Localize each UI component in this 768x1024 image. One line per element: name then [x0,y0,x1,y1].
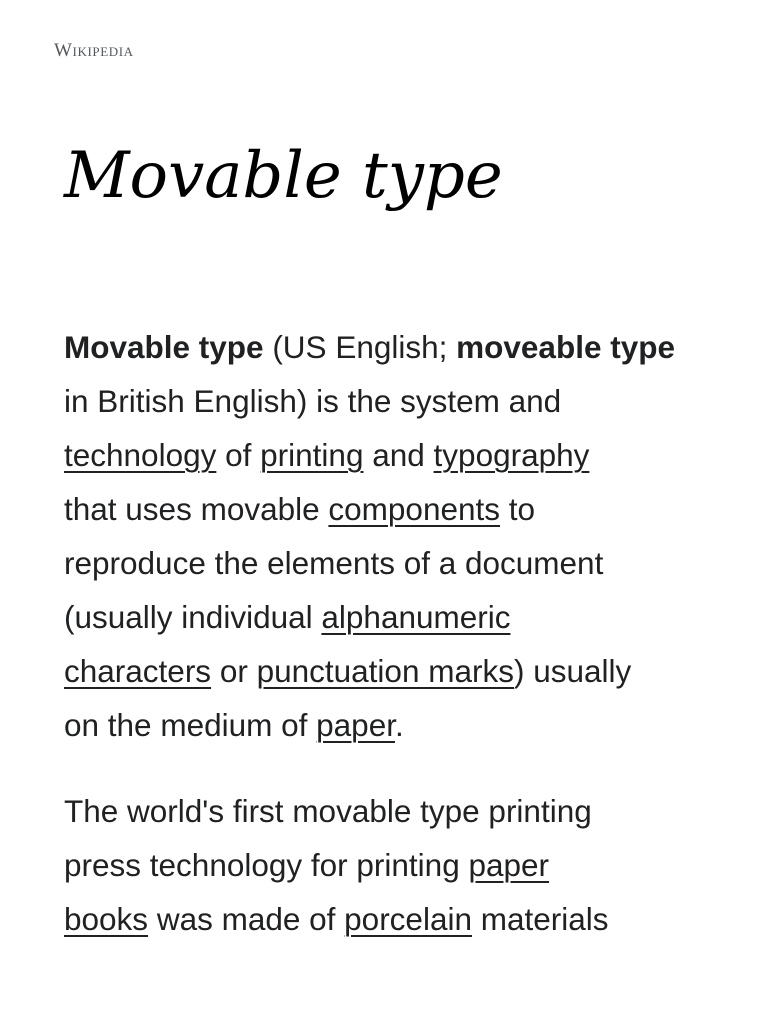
text: on the medium of [64,707,317,743]
text: The world's first movable type printing [64,793,592,829]
text: (US English; [263,329,457,365]
link-printing[interactable]: printing [260,437,364,473]
text-line [64,482,724,536]
link-technology[interactable]: technology [64,437,217,473]
text-line [64,590,724,644]
link-typography[interactable]: typography [433,437,590,473]
paragraph-history [64,784,724,946]
bold-term: moveable type [456,329,675,365]
text: was made of [148,901,345,937]
text-line [64,320,724,374]
page-title: Movable type [64,139,503,213]
text-line [64,374,724,428]
bold-term: Movable type [64,329,264,365]
text-line [64,536,724,590]
text-line [64,838,724,892]
text-line [64,644,724,698]
link-paper-books[interactable]: paper [468,847,550,883]
text: and [363,437,434,473]
paragraph-intro [64,320,724,752]
text: press technology for printing [64,847,469,883]
link-paper-books[interactable]: books [64,901,149,937]
link-punctuation-marks[interactable]: punctuation marks [256,653,514,689]
text: (usually individual [64,599,322,635]
text: materials [472,901,609,937]
text-line [64,892,724,946]
link-characters[interactable]: characters [64,653,212,689]
link-porcelain[interactable]: porcelain [344,901,472,937]
text-line [64,784,724,838]
article-content [64,320,724,946]
link-alphanumeric[interactable]: alphanumeric [321,599,511,635]
text: or [211,653,257,689]
text: reproduce the elements of a document [64,545,604,581]
text: to [500,491,536,527]
link-components[interactable]: components [328,491,501,527]
link-paper[interactable]: paper [316,707,395,743]
text-line [64,428,724,482]
text: that uses movable [64,491,329,527]
wikipedia-wordmark[interactable]: Wikipedia [54,40,134,61]
text: ) usually [513,653,632,689]
text: . [394,707,404,743]
text: in British English) is the system and [64,383,562,419]
text: of [216,437,261,473]
text-line [64,698,724,752]
